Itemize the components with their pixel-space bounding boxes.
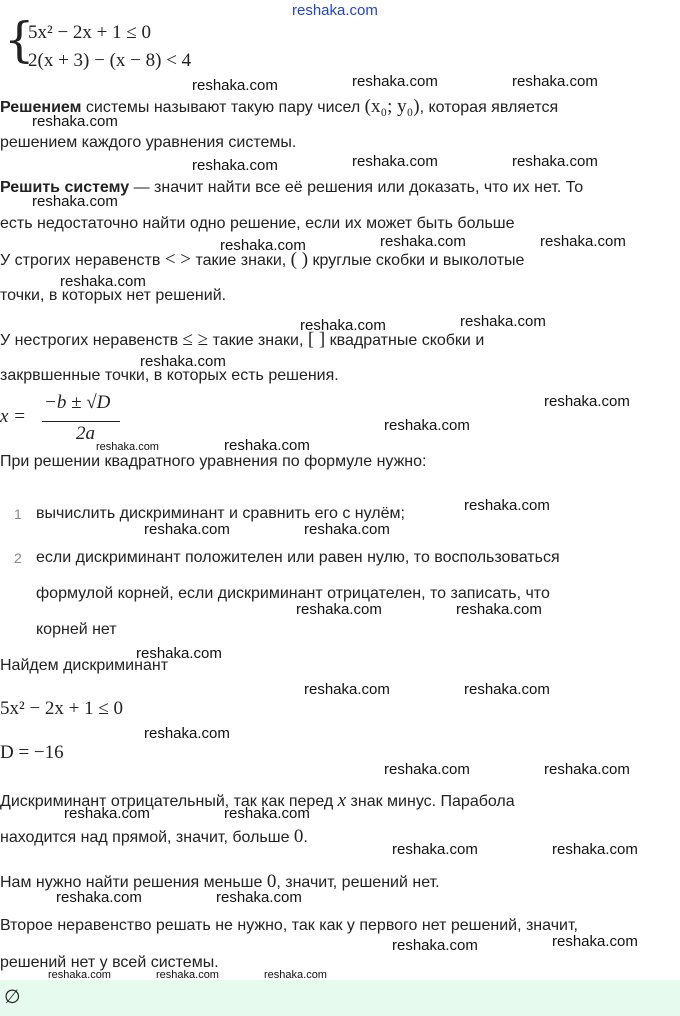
watermark: reshaka.com — [224, 805, 310, 822]
watermark: reshaka.com — [380, 233, 466, 250]
formula-lhs: x = — [0, 406, 27, 427]
watermark: reshaka.com — [352, 73, 438, 90]
watermark: reshaka.com — [544, 393, 630, 410]
reason-line-1: Дискриминант отрицательный, так как перед x знак минус. Парабола — [0, 790, 515, 811]
watermark: reshaka.com — [392, 937, 478, 954]
watermark: reshaka.com — [464, 497, 550, 514]
watermark: reshaka.com — [264, 969, 327, 981]
empty-set-answer: ∅ — [4, 987, 21, 1008]
watermark: reshaka.com — [144, 725, 230, 742]
step-text: если дискриминант положителен или равен нулю, то воспользоваться — [36, 549, 560, 566]
watermark: reshaka.com — [64, 805, 150, 822]
system-brace: { — [4, 12, 35, 68]
watermark: reshaka.com — [140, 353, 226, 370]
watermark: reshaka.com — [56, 889, 142, 906]
paragraph-solve-system-line2: есть недостаточно найти одно решение, если их может быть больше — [0, 215, 515, 232]
watermark: reshaka.com — [304, 681, 390, 698]
watermark: reshaka.com — [96, 441, 159, 453]
system-row-2: 2(x + 3) − (x − 8) < 4 — [28, 50, 192, 71]
paragraph-nonstrict-line2: закрвшенные точки, в которых есть решения. — [0, 367, 339, 384]
reason-line-4: Второе неравенство решать не нужно, так как у первого нет решений, значит, — [0, 917, 578, 934]
system-row-1: 5x² − 2x + 1 ≤ 0 — [28, 22, 152, 43]
watermark: reshaka.com — [192, 77, 278, 94]
quadratic-formula — [0, 392, 150, 440]
watermark: reshaka.com — [32, 113, 118, 130]
watermark: reshaka.com — [552, 841, 638, 858]
watermark: reshaka.com — [512, 73, 598, 90]
watermark: reshaka.com — [48, 969, 111, 981]
watermark: reshaka.com — [32, 193, 118, 210]
watermark: reshaka.com — [456, 601, 542, 618]
watermark: reshaka.com — [136, 645, 222, 662]
step-text: вычислить дискриминант и сравнить его с нулём; — [36, 505, 405, 522]
fraction-bar — [42, 421, 120, 422]
watermark: reshaka.com — [384, 417, 470, 434]
find-discriminant: Найдем дискриминант — [0, 657, 169, 674]
paragraph-nonstrict: У нестрогих неравенств ≤ ≥ такие знаки, [ ] квадратные скобки и — [0, 329, 485, 350]
step-number: 2 — [14, 550, 22, 566]
watermark: reshaka.com — [512, 153, 598, 170]
watermark: reshaka.com — [304, 521, 390, 538]
paragraph-strict-line2: точки, в которых нет решений. — [0, 287, 227, 304]
watermark: reshaka.com — [192, 157, 278, 174]
step-number: 1 — [14, 506, 22, 522]
watermark: reshaka.com — [540, 233, 626, 250]
watermark: reshaka.com — [216, 889, 302, 906]
answer-box — [0, 980, 680, 1016]
paragraph-strict: У строгих неравенств < > такие знаки, ( ) круглые скобки и выколотые — [0, 249, 525, 270]
discriminant-value: D = −16 — [0, 742, 64, 763]
term-solve-system: Решить систему — [0, 179, 130, 196]
watermark: reshaka.com — [552, 933, 638, 950]
pair-math: (x₀; y₀) — [364, 96, 420, 117]
watermark: reshaka.com — [292, 2, 378, 19]
formula-denominator: 2a — [76, 423, 95, 440]
paragraph-solution-definition-line2: решением каждого уравнения системы. — [0, 134, 297, 151]
watermark: reshaka.com — [384, 761, 470, 778]
watermark: reshaka.com — [352, 153, 438, 170]
paragraph-solution-definition: Решением системы называют такую пару чисел (x₀; y₀), которая является — [0, 96, 559, 117]
watermark: reshaka.com — [296, 601, 382, 618]
watermark: reshaka.com — [460, 313, 546, 330]
reason-line-3: Нам нужно найти решения меньше 0, значит, решений нет. — [0, 871, 440, 892]
step-text: формулой корней, если дискриминант отрицателен, то записать, что — [36, 585, 550, 602]
paragraph-solve-system: Решить систему — значит найти все её решения или доказать, что их нет. То — [0, 179, 584, 196]
watermark: reshaka.com — [464, 681, 550, 698]
watermark: reshaka.com — [224, 437, 310, 454]
step-text: корней нет — [36, 621, 117, 638]
watermark: reshaka.com — [544, 761, 630, 778]
term-solution: Решением — [0, 99, 82, 116]
watermark: reshaka.com — [144, 521, 230, 538]
quadratic-intro: При решении квадратного уравнения по формуле нужно: — [0, 453, 427, 470]
watermark: reshaka.com — [392, 841, 478, 858]
reason-line-2: находится над прямой, значит, больше 0. — [0, 826, 308, 847]
formula-numerator: −b ± √D — [44, 392, 111, 413]
reason-line-5: решений нет у всей системы. — [0, 954, 219, 971]
first-inequality: 5x² − 2x + 1 ≤ 0 — [0, 698, 124, 719]
watermark: reshaka.com — [156, 969, 219, 981]
watermark: reshaka.com — [220, 237, 306, 254]
watermark: reshaka.com — [300, 317, 386, 334]
watermark: reshaka.com — [60, 273, 146, 290]
